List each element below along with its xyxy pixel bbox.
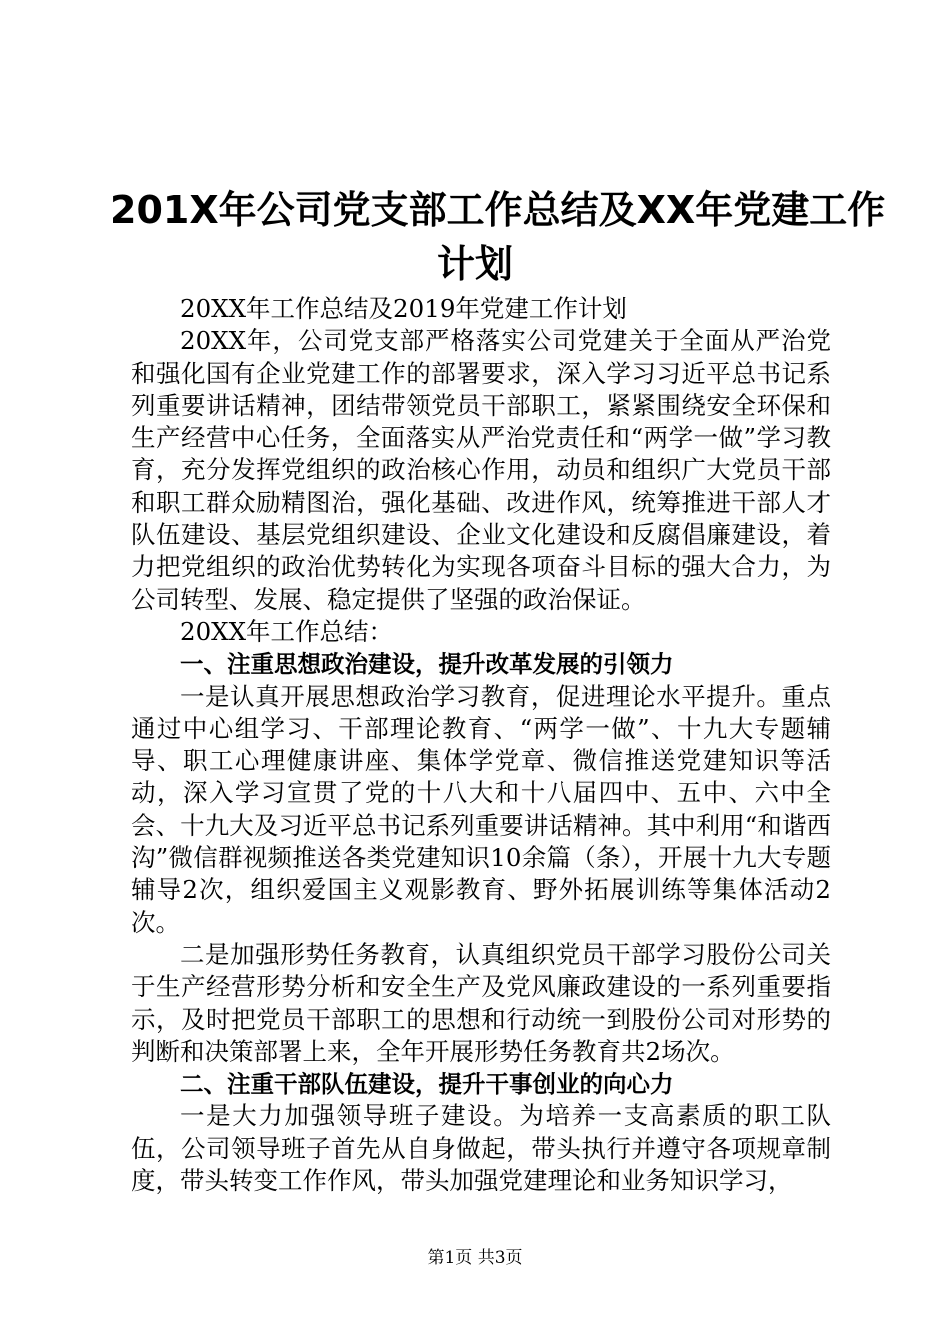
body-paragraph: 一是大力加强领导班子建设。为培养一支高素质的职工队伍，公司领导班子首先从自身做起，带头执行并遵守各项规章制度，带头转变工作作风，带头加强党建理论和业务知识学习，: [131, 1101, 831, 1196]
body-paragraph: 二是加强形势任务教育，认真组织党员干部学习股份公司关于生产经营形势分析和安全生产及党风廉政建设的一系列重要指示，及时把党员干部职工的思想和行动统一到股份公司对形势的判断和决策部署上来，全年开展形势任务教育共2场次。: [131, 939, 831, 1066]
subtitle-paragraph: 20XX年工作总结及2019年党建工作计划: [180, 294, 627, 323]
section-heading-2: 二、注重干部队伍建设，提升干事创业的向心力: [180, 1070, 674, 1099]
intro-paragraph: 20XX年，公司党支部严格落实公司党建关于全面从严治党和强化国有企业党建工作的部署要求，深入学习习近平总书记系列重要讲话精神，团结带领党员干部职工，紧紧围绕安全环保和生产经营中心任务，全面落实从严治党责任和“两学一做”学习教育，充分发挥党组织的政治核心作用，动员和组织广大党员干部和职工群众励精图治，强化基础、改进作风，统筹推进干部人才队伍建设、基层党组织建设、企业文化建设和反腐倡廉建设，着力把党组织的政治优势转化为实现各项奋斗目标的强大合力，为公司转型、发展、稳定提供了坚强的政治保证。: [131, 326, 831, 614]
document-title: [110, 183, 886, 291]
document-body: [131, 293, 831, 1197]
summary-label-paragraph: 20XX年工作总结：: [180, 616, 394, 646]
page-number-footer: 第1页 共3页: [427, 1248, 523, 1268]
title-line-2: 计划: [436, 242, 513, 286]
section-heading-1: 一、注重思想政治建设，提升改革发展的引领力: [180, 650, 674, 679]
title-line-1: 201X年公司党支部工作总结及XX年党建工作: [110, 188, 886, 232]
body-paragraph: 一是认真开展思想政治学习教育，促进理论水平提升。重点通过中心组学习、干部理论教育、“两学一做”、十九大专题辅导、职工心理健康讲座、集体学党章、微信推送党建知识等活动，深入学习宣贯了党的十八大和十八届四中、五中、六中全会、十九大及习近平总书记系列重要讲话精神。其中利用“和谐西沟”微信群视频推送各类党建知识10余篇（条），开展十九大专题辅导2次，组织爱国主义观影教育、野外拓展训练等集体活动2次。: [131, 681, 831, 937]
